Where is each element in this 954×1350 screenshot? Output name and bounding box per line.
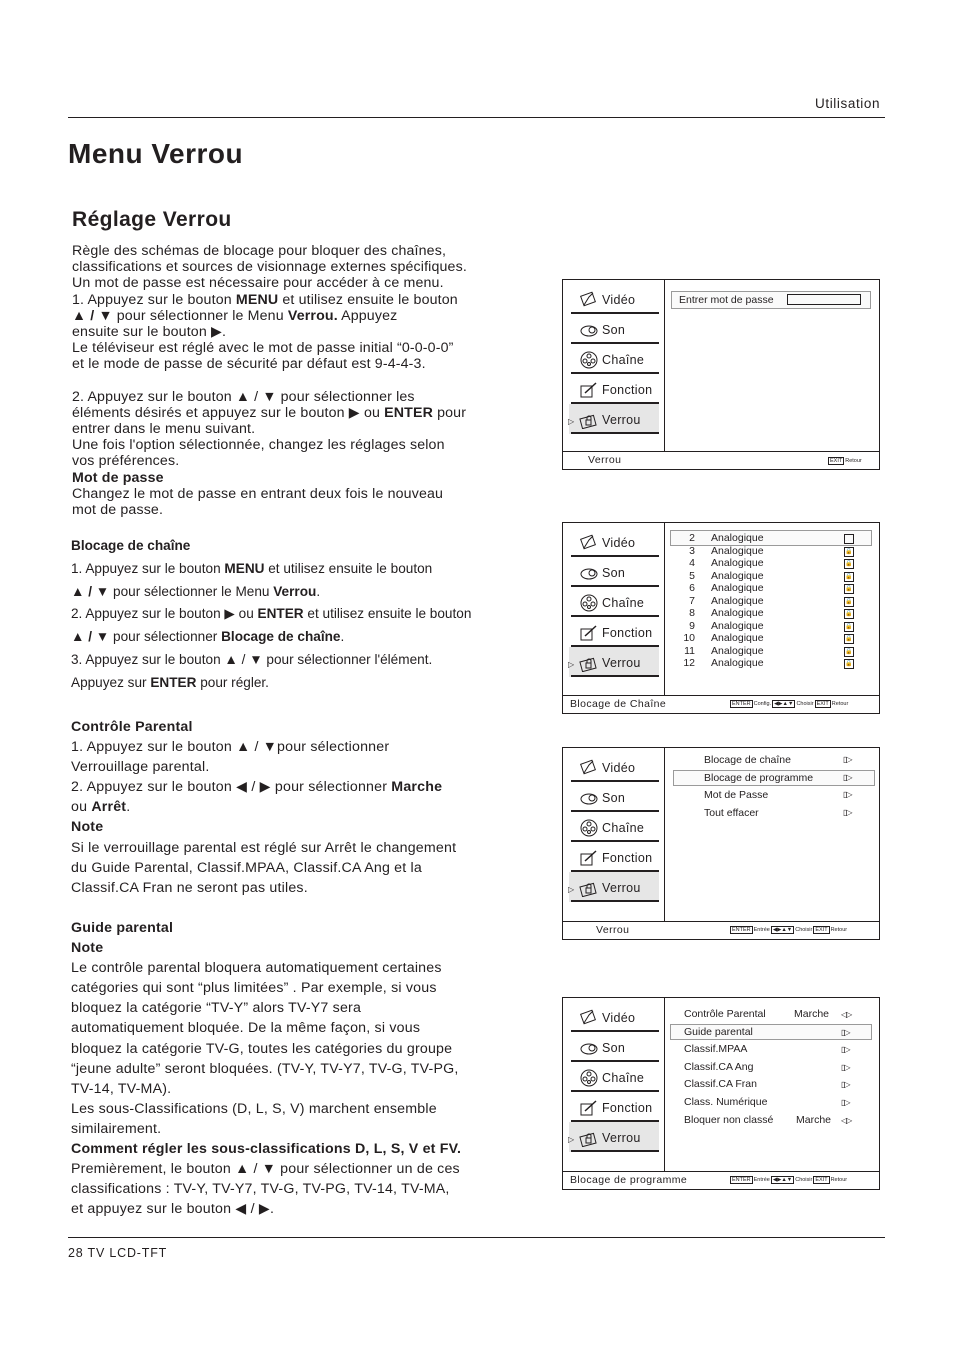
chaine-icon: [579, 351, 599, 369]
enter-arrow-icon: ▯▷: [841, 1028, 850, 1037]
osd-menu-label: Verrou: [602, 656, 641, 670]
blocage-line: 3. Appuyez sur le bouton ▲ / ▼ pour sélectionner l'élément.: [71, 651, 433, 667]
intro-line: Un mot de passe est nécessaire pour accéder à ce menu.: [72, 275, 444, 292]
osd-menu-label: Chaîne: [602, 821, 645, 835]
intro-text: [72, 243, 467, 518]
osd-key-hints: EXIT Retour: [830, 458, 862, 464]
osd-menu-label: Vidéo: [602, 293, 636, 307]
channel-type: Analogique: [711, 582, 764, 594]
verrou-icon: [579, 654, 599, 672]
channel-type: Analogique: [711, 569, 764, 582]
intro-line: entrer dans le menu suivant.: [72, 421, 256, 438]
parental-title: Contrôle Parental: [71, 719, 193, 735]
footer-rule: [68, 1237, 885, 1238]
osd-menu-verrou[interactable]: [569, 1122, 659, 1152]
selected-marker-icon: ▷: [568, 1135, 575, 1144]
channel-type: Analogique: [711, 632, 764, 644]
osd-menu-label: Verrou: [602, 881, 641, 895]
osd-menu-son[interactable]: [569, 557, 659, 587]
toggle-arrows-icon: ◁▷: [841, 1116, 852, 1125]
parental-line: Verrouillage parental.: [71, 759, 210, 776]
blocage-section: [71, 535, 471, 695]
channel-number: 3: [689, 544, 695, 557]
guide-line: bloquez la catégorie “TV-Y” alors TV-Y7 sera: [71, 1000, 362, 1017]
guide-line: TV-14, TV-MA).: [71, 1080, 172, 1097]
osd-side-menu: [569, 1002, 659, 1152]
osd-menu-label: Fonction: [602, 383, 653, 397]
program-menu-item[interactable]: Classif.CA Ang: [684, 1061, 754, 1073]
selected-marker-icon: ▷: [568, 885, 575, 894]
lock-icon[interactable]: 🔒: [845, 573, 853, 580]
intro-line: 1. Appuyez sur le bouton MENU et utilisez ensuite le bouton: [72, 291, 458, 308]
channel-type: Analogique: [711, 607, 764, 619]
enter-arrow-icon: ▯▷: [841, 1045, 850, 1054]
parental-section: [71, 717, 456, 898]
lock-icon[interactable]: 🔒: [845, 548, 853, 555]
chaine-icon: [579, 594, 599, 612]
header-rule: [68, 117, 885, 118]
intro-line: Changez le mot de passe en entrant deux fois le nouveau: [72, 485, 444, 502]
channel-number: 5: [689, 569, 695, 582]
selected-marker-icon: ▷: [568, 417, 575, 426]
enter-arrow-icon: ▯▷: [841, 1098, 850, 1107]
guide-line: Les sous-Classifications (D, L, S, V) marchent ensemble: [71, 1100, 437, 1117]
osd-menu-label: Son: [602, 323, 626, 337]
enter-arrow-icon: ▯▷: [843, 807, 852, 817]
video-icon: [579, 534, 599, 552]
parental-line: du Guide Parental, Classif.MPAA, Classif.CA Ang et la: [71, 859, 422, 876]
section-title: Réglage Verrou: [72, 208, 232, 231]
son-icon: [579, 1039, 599, 1057]
channel-type: Analogique: [711, 594, 764, 607]
osd-channel-lock-screen: [562, 522, 880, 714]
osd-menu-label: Verrou: [602, 413, 641, 427]
program-item-value: Marche: [796, 1114, 832, 1126]
osd-menu-verrou[interactable]: [569, 404, 659, 434]
lock-icon[interactable]: 🔒: [845, 586, 853, 592]
program-menu-item[interactable]: Class. Numérique: [684, 1096, 768, 1108]
intro-line: mot de passe.: [72, 502, 164, 519]
lock-icon[interactable]: 🔒: [845, 611, 853, 617]
osd-menu-label: Fonction: [602, 851, 653, 865]
guide-line: “jeune adulte” seront bloquées. (TV-Y, TV-Y7, TV-G, TV-PG,: [71, 1060, 459, 1077]
enter-arrow-icon: ▯▷: [841, 1063, 850, 1072]
intro-line: et le mode de passe de sécurité par défaut est 9-4-4-3.: [72, 356, 426, 373]
blocage-title: Blocage de chaîne: [71, 538, 191, 553]
channel-number: 12: [683, 657, 695, 669]
toggle-arrows-icon: ◁▷: [841, 1010, 852, 1019]
verrou-icon: [579, 1129, 599, 1147]
osd-menu-video[interactable]: [569, 527, 659, 557]
osd-footer-title: Verrou: [596, 924, 630, 936]
video-icon: [579, 291, 599, 309]
subheading-password: Mot de passe: [72, 469, 164, 486]
osd-footer-title: Blocage de Chaîne: [570, 698, 667, 710]
blocage-line: 1. Appuyez sur le bouton MENU et utilisez ensuite le bouton: [71, 560, 433, 576]
lock-icon[interactable]: 🔒: [845, 636, 853, 642]
osd-menu-label: Son: [602, 791, 626, 805]
intro-line: Règle des schémas de blocage pour bloquer des chaînes,: [72, 243, 447, 259]
osd-menu-chaine[interactable]: [569, 344, 659, 374]
selected-marker-icon: ▷: [568, 660, 575, 669]
lock-menu-item[interactable]: Tout effacer: [704, 806, 759, 819]
osd-menu-fonction[interactable]: [569, 617, 659, 647]
channel-number: 6: [689, 582, 695, 594]
lock-icon[interactable]: 🔒: [845, 648, 853, 655]
channel-number: 11: [684, 644, 695, 657]
intro-line: 2. Appuyez sur le bouton ▲ / ▼ pour sélectionner les: [72, 388, 415, 405]
guide-line: catégories qui sont “plus limitées” . Par exemple, si vous: [71, 980, 437, 997]
son-icon: [579, 321, 599, 339]
osd-key-hints: ENTER Entrée ◀▶▲▼ Choisir EXIT Retour: [732, 927, 848, 933]
guide-line: similairement.: [71, 1120, 162, 1137]
osd-menu-video[interactable]: [569, 284, 659, 314]
intro-line: Le téléviseur est réglé avec le mot de passe initial “0-0-0-0”: [72, 340, 454, 357]
lock-checkbox[interactable]: [844, 534, 854, 544]
chaine-icon: [579, 1069, 599, 1087]
channel-number: 10: [683, 632, 695, 644]
osd-password-screen: [562, 279, 880, 470]
guide-line: Le contrôle parental bloquera automatiquement certaines: [71, 960, 442, 977]
enter-arrow-icon: ▯▷: [841, 1080, 850, 1089]
program-item-value: Marche: [794, 1008, 830, 1020]
intro-line: classifications et sources de visionnage externes spécifiques.: [72, 259, 467, 276]
son-icon: [579, 564, 599, 582]
intro-line: vos préférences.: [72, 453, 180, 470]
parental-line: Si le verrouillage parental est réglé sur Arrêt le changement: [71, 839, 457, 856]
osd-menu-chaine[interactable]: [569, 587, 659, 617]
osd-menu-verrou[interactable]: [569, 872, 659, 902]
parental-line: 2. Appuyez sur le bouton ◀ / ▶ pour sélectionner Marche: [71, 779, 443, 796]
lock-icon[interactable]: 🔒: [845, 561, 853, 567]
osd-menu-chaine[interactable]: [569, 812, 659, 842]
verrou-icon: [579, 879, 599, 897]
channel-number: 2: [689, 532, 695, 544]
osd-menu-son[interactable]: [569, 782, 659, 812]
osd-key-hints: ENTER Entrée ◀▶▲▼ Choisir EXIT Retour: [732, 1177, 848, 1183]
parental-line: 1. Appuyez sur le bouton ▲ / ▼pour sélectionner: [71, 739, 390, 756]
fonction-icon: [579, 1099, 599, 1117]
osd-menu-label: Fonction: [602, 1101, 653, 1115]
osd-menu-label: Verrou: [602, 1131, 641, 1145]
osd-menu-son[interactable]: [569, 314, 659, 344]
section-header: Utilisation: [815, 96, 881, 111]
guide-howto-title: Comment régler les sous-classifications D, L, S, V et FV.: [71, 1141, 462, 1158]
osd-menu-label: Fonction: [602, 626, 653, 640]
intro-line: ▲ / ▼ pour sélectionner le Menu Verrou. Appuyez: [72, 307, 398, 324]
osd-lock-menu-screen: [562, 747, 880, 940]
channel-type: Analogique: [711, 544, 764, 557]
guide-title: Guide parental: [71, 920, 174, 936]
osd-menu-label: Son: [602, 566, 626, 580]
blocage-line: 2. Appuyez sur le bouton ▶ ou ENTER et utilisez ensuite le bouton: [71, 606, 472, 622]
guide-line: classifications : TV-Y, TV-Y7, TV-G, TV-PG, TV-14, TV-MA,: [71, 1181, 450, 1198]
channel-number: 9: [689, 619, 695, 632]
osd-menu-label: Vidéo: [602, 1011, 636, 1025]
verrou-icon: [579, 411, 599, 429]
lock-icon[interactable]: 🔒: [845, 623, 853, 630]
osd-menu-fonction[interactable]: [569, 1092, 659, 1122]
intro-line: Une fois l'option sélectionnée, changez les réglages selon: [72, 437, 445, 454]
lock-menu-item[interactable]: Blocage de chaîne: [704, 754, 791, 766]
channel-type: Analogique: [711, 644, 764, 657]
chaine-icon: [579, 819, 599, 837]
osd-key-hints: ENTER Config. ◀▶▲▼ Choisir EXIT Retour: [732, 701, 849, 707]
channel-type: Analogique: [711, 619, 764, 632]
osd-menu-chaine[interactable]: [569, 1062, 659, 1092]
fonction-icon: [579, 849, 599, 867]
osd-menu-fonction[interactable]: [569, 374, 659, 404]
lock-icon[interactable]: 🔒: [845, 661, 853, 667]
page-title: Menu Verrou: [68, 138, 244, 169]
osd-menu-label: Vidéo: [602, 536, 636, 550]
osd-menu-label: Chaîne: [602, 596, 645, 610]
channel-type: Analogique: [711, 532, 764, 544]
osd-menu-label: Vidéo: [602, 761, 636, 775]
lock-menu-item[interactable]: Mot de Passe: [704, 789, 769, 801]
enter-arrow-icon: ▯▷: [843, 790, 852, 799]
video-icon: [579, 759, 599, 777]
channel-number: 8: [689, 607, 695, 619]
intro-line: ensuite sur le bouton ▶.: [72, 324, 227, 341]
osd-menu-fonction[interactable]: [569, 842, 659, 872]
lock-menu-item[interactable]: Blocage de programme: [704, 771, 814, 784]
guide-line: et appuyez sur le bouton ◀ / ▶.: [71, 1201, 275, 1218]
fonction-icon: [579, 624, 599, 642]
guide-line: automatiquement bloquée. De la même façon, si vous: [71, 1020, 421, 1037]
video-icon: [579, 1009, 599, 1027]
osd-footer-title: Blocage de programme: [570, 1174, 688, 1186]
enter-arrow-icon: ▯▷: [843, 772, 852, 782]
osd-side-menu: [569, 284, 659, 434]
osd-menu-label: Son: [602, 1041, 626, 1055]
password-input[interactable]: [787, 294, 861, 305]
program-menu-item[interactable]: Classif.MPAA: [684, 1043, 748, 1055]
channel-type: Analogique: [711, 557, 764, 569]
channel-type: Analogique: [711, 657, 764, 669]
osd-footer-title: Verrou: [588, 454, 622, 466]
channel-row-highlight: [670, 530, 872, 546]
parental-note-title: Note: [71, 819, 104, 836]
osd-program-lock-screen: [562, 997, 880, 1190]
osd-side-menu: [569, 752, 659, 902]
guide-line: bloquez la catégorie TV-G, toutes les catégories du groupe: [71, 1040, 453, 1057]
password-label: Entrer mot de passe: [679, 294, 774, 306]
osd-menu-verrou[interactable]: [569, 647, 659, 677]
osd-menu-son[interactable]: [569, 1032, 659, 1062]
lock-icon[interactable]: 🔒: [845, 598, 853, 605]
program-menu-item[interactable]: Contrôle Parental: [684, 1008, 766, 1020]
blocage-line: ▲ / ▼ pour sélectionner le Menu Verrou.: [71, 583, 321, 599]
parental-line: Classif.CA Fran ne seront pas utiles.: [71, 879, 308, 896]
blocage-line: Appuyez sur ENTER pour régler.: [71, 674, 269, 690]
channel-number: 4: [689, 557, 695, 569]
program-menu-item[interactable]: Classif.CA Fran: [684, 1078, 757, 1090]
osd-menu-video[interactable]: [569, 1002, 659, 1032]
guide-line: Premièrement, le bouton ▲ / ▼ pour sélectionner un de ces: [71, 1161, 460, 1178]
enter-arrow-icon: ▯▷: [843, 755, 852, 764]
intro-line: éléments désirés et appuyez sur le bouton ▶ ou ENTER pour: [72, 404, 467, 421]
page-footer: 28 TV LCD-TFT: [68, 1246, 168, 1260]
channel-number: 7: [689, 594, 695, 607]
fonction-icon: [579, 381, 599, 399]
parental-line: ou Arrêt.: [71, 799, 131, 816]
program-menu-item[interactable]: Bloquer non classé: [684, 1114, 774, 1126]
osd-side-menu: [569, 527, 659, 677]
program-menu-item[interactable]: Guide parental: [684, 1026, 753, 1038]
son-icon: [579, 789, 599, 807]
guide-note-title: Note: [71, 940, 104, 957]
osd-menu-video[interactable]: [569, 752, 659, 782]
osd-menu-label: Chaîne: [602, 353, 645, 367]
guide-section: [71, 918, 461, 1219]
blocage-line: ▲ / ▼ pour sélectionner Blocage de chaîne.: [71, 629, 345, 645]
osd-menu-label: Chaîne: [602, 1071, 645, 1085]
